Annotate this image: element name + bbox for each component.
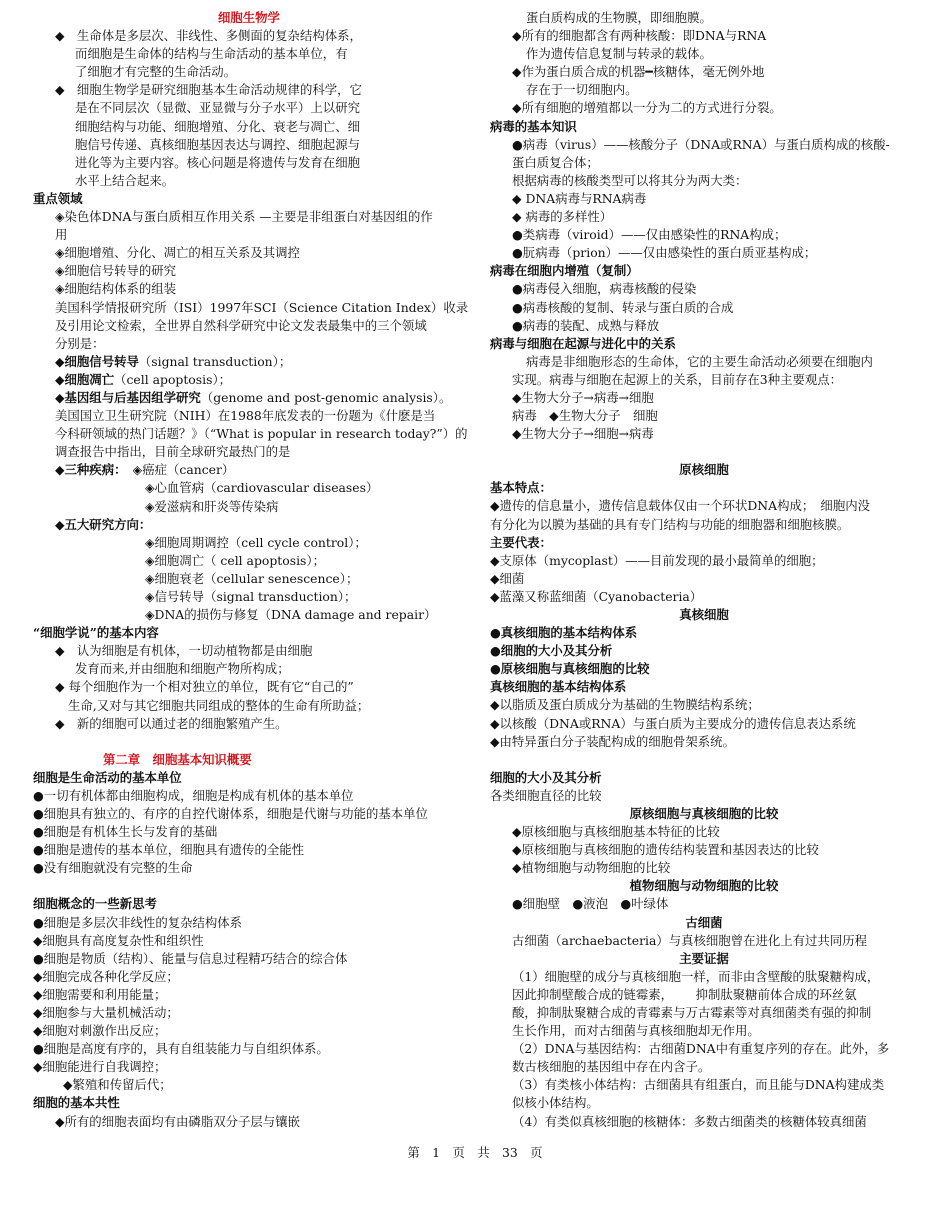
text-line: ●病毒（virus）——核酸分子（DNA或RNA）与蛋白质构成的核酸- — [512, 136, 890, 152]
text-line: 有分化为以膜为基础的具有专门结构与功能的细胞器和细胞核膜。 — [490, 516, 850, 532]
text-line — [33, 461, 478, 479]
blank-line — [490, 751, 918, 769]
left-column — [33, 9, 478, 1131]
text-line: ●细胞是有机体生长与发育的基础 — [33, 824, 218, 840]
text-line: 调查报告中指出，目前全球研究最热门的是 — [55, 444, 291, 460]
text-line: ●细胞壁 ●液泡 ●叶绿体 — [512, 896, 669, 912]
text-line: ◆蓝藻又称蓝细菌（Cyanobacteria） — [490, 588, 703, 604]
bold-label: ◆细胞凋亡 — [55, 371, 115, 387]
text-line: 而细胞是生命体的结构与生命活动的基本单位，有 — [75, 46, 348, 62]
text-line: ◆ DNA病毒与RNA病毒 — [512, 190, 647, 206]
line-text: （cell apoptosis）； — [114, 371, 232, 387]
section-heading: ●真核细胞的基本结构体系 — [490, 625, 638, 641]
text-line: 进化等为主要内容。核心问题是将遗传与发育在细胞 — [75, 154, 360, 170]
text-line: 用 — [55, 227, 68, 243]
text-line: 古细菌（archaebacteria）与真核细胞曾在进化上有过共同历程 — [512, 932, 867, 948]
text-line: 生长作用，而对古细菌与真核细胞却无作用。 — [512, 1023, 760, 1039]
text-line: ●病毒的装配、成熟与释放 — [512, 317, 660, 333]
section-heading: 病毒的基本知识 — [490, 118, 577, 134]
text-line — [33, 516, 478, 534]
text-line: ◆细胞对刺激作出反应； — [33, 1023, 167, 1039]
text-line: ◆细菌 — [490, 570, 525, 586]
text-line: ●细胞是遗传的基本单位，细胞具有遗传的全能性 — [33, 842, 305, 858]
bold-label: ◆三种疾病： — [55, 462, 121, 478]
text-line: 是在不同层次（显微、亚显微与分子水平）上以研究 — [75, 100, 360, 116]
text-line: 美国国立卫生研究院（NIH）在1988年底发表的一份题为《什麽是当 — [55, 408, 436, 424]
section-heading: 细胞是生命活动的基本单位 — [33, 769, 182, 785]
text-line: ◆细胞参与大量机械活动； — [33, 1004, 179, 1020]
section-heading: 病毒在细胞内增殖（复制） — [490, 263, 639, 279]
text-line: ◈爱滋病和肝炎等传染病 — [145, 498, 279, 514]
text-line: ◆原核细胞与真核细胞基本特征的比较 — [512, 824, 720, 840]
text-line: ◆细胞能进行自我调控； — [33, 1059, 167, 1075]
text-line: ◈细胞增殖、分化、凋亡的相互关系及其调控 — [55, 245, 300, 261]
text-line: ◆ 认为细胞是有机体，一切动植物都是由细胞 — [55, 643, 313, 659]
text-line: ◆所有的细胞都含有两种核酸：即DNA与RNA — [512, 28, 767, 44]
text-line: 第二章 细胞基本知识概要 — [103, 751, 252, 767]
text-line: ●病毒侵入细胞，病毒核酸的侵染 — [512, 281, 697, 297]
text-line: 了细胞才有完整的生命活动。 — [75, 64, 237, 80]
text-line: ◈细胞信号转导的研究 — [55, 263, 177, 279]
text-line: 蛋白质复合体； — [512, 154, 599, 170]
text-line: ●类病毒（viroid）——仅由感染性的RNA构成； — [512, 227, 787, 243]
text-line: 细胞生物学 — [218, 10, 280, 25]
text-line: 根据病毒的核酸类型可以将其分为两大类： — [512, 172, 748, 188]
text-line: ◆生物大分子→细胞→病毒 — [512, 426, 654, 442]
section-heading: 细胞概念的一些新思考 — [33, 896, 157, 912]
blank-line — [33, 733, 478, 751]
section-heading: 病毒与细胞在起源与进化中的关系 — [490, 335, 676, 351]
text-line: 今科研领域的热门话题？》（“What is popular in research today?”）的 — [55, 426, 468, 442]
text-line: ◆植物细胞与动物细胞的比较 — [512, 860, 671, 876]
text-line: 存在于一切细胞内。 — [526, 82, 638, 98]
text-line: ◆由特异蛋白分子装配构成的细胞骨架系统。 — [490, 733, 735, 749]
text-line: ◆细胞完成各种化学反应； — [33, 968, 179, 984]
section-heading: 真核细胞 — [679, 607, 729, 622]
text-line: 因此抑制壁酸合成的链霉素， 抑制肽聚糖前体合成的环丝氨 — [512, 986, 857, 1002]
section-heading: ●细胞的大小及其分析 — [490, 643, 613, 659]
text-line: 数古核细胞的基因组中存在内含子。 — [512, 1059, 711, 1075]
text-line: ◈细胞周期调控（cell cycle control）； — [145, 534, 367, 550]
text-line: ●细胞是物质（结构）、能量与信息过程精巧结合的综合体 — [33, 950, 348, 966]
section-heading: 古细菌 — [685, 914, 723, 930]
text-line: ◆支原体（mycoplast）——目前发现的最小最简单的细胞； — [490, 552, 824, 568]
section-heading: “细胞学说”的基本内容 — [33, 625, 159, 641]
text-line: ◈细胞衰老（cellular senescence）； — [145, 570, 359, 586]
section-heading: 细胞的大小及其分析 — [490, 769, 602, 785]
text-line: ◆以核酸（DNA或RNA）与蛋白质为主要成分的遗传信息表达系统 — [490, 715, 856, 731]
text-line: ◆ 病毒的多样性） — [512, 209, 613, 225]
text-line: 各类细胞直径的比较 — [490, 787, 602, 803]
text-line: 作为遗传信息复制与转录的载体。 — [526, 46, 712, 62]
right-column — [490, 9, 918, 1131]
text-line: （1）细胞壁的成分与真核细胞一样，而非由含壁酸的肽聚糖构成， — [512, 968, 880, 984]
text-line: ◆遗传的信息量小，遗传信息载体仅由一个环状DNA构成； 细胞内没 — [490, 498, 870, 514]
text-line: ◆ 新的细胞可以通过老的细胞繁殖产生。 — [55, 715, 288, 731]
text-line: 似核小体结构。 — [512, 1095, 599, 1111]
text-line — [33, 389, 478, 407]
section-heading: 原核细胞与真核细胞的比较 — [629, 805, 779, 821]
text-line: 蛋白质构成的生物膜，即细胞膜。 — [526, 10, 712, 25]
text-line: ◈心血管病（cardiovascular diseases） — [145, 480, 379, 496]
text-line: ◆细胞具有高度复杂性和组织性 — [33, 932, 204, 948]
section-heading: ●原核细胞与真核细胞的比较 — [490, 661, 650, 677]
text-line: 及引用论文检索，全世界自然科学研究中论文发表最集中的三个领域 — [55, 317, 427, 333]
text-line: ◆细胞需要和利用能量； — [33, 986, 167, 1002]
text-line: ●细胞是多层次非线性的复杂结构体系 — [33, 914, 243, 930]
text-line: ◆生物大分子→病毒→细胞 — [512, 389, 654, 405]
text-line — [33, 371, 478, 389]
text-line: ◆原核细胞与真核细胞的遗传结构装置和基因表达的比较 — [512, 842, 819, 858]
text-line: ●病毒核酸的复制、转录与蛋白质的合成 — [512, 299, 734, 315]
text-line: ●细胞具有独立的、有序的自控代谢体系，细胞是代谢与功能的基本单位 — [33, 806, 428, 822]
text-line: ◆ 细胞生物学是研究细胞基本生命活动规律的科学，它 — [55, 82, 362, 98]
section-heading: 细胞的基本共性 — [33, 1095, 120, 1111]
text-line: ◈DNA的损伤与修复（DNA damage and repair） — [145, 607, 437, 623]
text-line: （3）有类核小体结构：古细菌具有组蛋白，而且能与DNA构建成类 — [512, 1077, 885, 1093]
section-heading: 原核细胞 — [679, 462, 729, 478]
text-line: ◈细胞结构体系的组装 — [55, 281, 177, 297]
line-text: ◈癌症（cancer） — [120, 462, 235, 478]
section-heading: 主要证据 — [679, 950, 729, 966]
bold-label: ◆基因组与后基因组学研究 — [55, 389, 201, 405]
text-line: ◈染色体DNA与蛋白质相互作用关系 —主要是非组蛋白对基因组的作 — [55, 209, 433, 225]
section-heading: 植物细胞与动物细胞的比较 — [629, 878, 779, 894]
text-line: ◆作为蛋白质合成的机器━核糖体，毫无例外地 — [512, 64, 765, 80]
line-text: （signal transduction）； — [138, 353, 292, 369]
text-line: 病毒是非细胞形态的生命体，它的主要生命活动必须要在细胞内 — [526, 353, 873, 369]
text-line: 发育而来,并由细胞和细胞产物所构成； — [75, 661, 290, 677]
text-line: 美国科学情报研究所（ISI）1997年SCI（Science Citation Index）收录 — [55, 299, 469, 315]
text-line: 水平上结合起来。 — [75, 172, 175, 188]
bold-label: ◆五大研究方向： — [55, 516, 152, 532]
text-line: ●朊病毒（prion）——仅由感染性的蛋白质亚基构成； — [512, 245, 817, 261]
text-line: （2）DNA与基因结构：古细菌DNA中有重复序列的存在。此外，多 — [512, 1041, 890, 1057]
text-line: ◆所有的细胞表面均有由磷脂双分子层与镶嵌 — [55, 1113, 300, 1129]
text-line: 实现。病毒与细胞在起源上的关系，目前存在3种主要观点： — [512, 371, 843, 387]
section-heading: 重点领域 — [33, 190, 83, 206]
text-line: ●细胞是高度有序的，具有自组装能力与自组织体系。 — [33, 1041, 329, 1057]
text-line: 胞信号传递、真核细胞基因表达与调控、细胞起源与 — [75, 136, 360, 152]
text-line: 分别是： — [55, 335, 105, 351]
bold-label: ◆细胞信号转导 — [55, 353, 139, 369]
text-line: ◆所有细胞的增殖都以一分为二的方式进行分裂。 — [512, 100, 782, 116]
section-heading: 主要代表： — [490, 534, 552, 550]
text-line — [33, 353, 478, 371]
text-line: ●一切有机体都由细胞构成，细胞是构成有机体的基本单位 — [33, 787, 354, 803]
line-text: （genome and post-genomic analysis）。 — [200, 389, 452, 405]
text-line: 细胞结构与功能、细胞增殖、分化、衰老与凋亡、细 — [75, 118, 360, 134]
blank-line — [33, 877, 478, 895]
text-line: ◆ 每个细胞作为一个相对独立的单位，既有它“自己的” — [55, 679, 354, 695]
text-line: 病毒 ◆生物大分子 细胞 — [512, 408, 658, 424]
text-line: ◈细胞凋亡（ cell apoptosis）； — [145, 552, 325, 568]
page-footer: 第 1 页 共 33 页 — [407, 1145, 543, 1160]
text-line: ◆繁殖和传留后代； — [63, 1077, 172, 1093]
text-line: ●没有细胞就没有完整的生命 — [33, 860, 193, 876]
section-heading: 真核细胞的基本结构体系 — [490, 679, 627, 695]
text-line: ◆ 生命体是多层次、非线性、多侧面的复杂结构体系， — [55, 28, 362, 44]
text-line: 酸，抑制肽聚糖合成的青霉素与万古霉素等对真细菌类有强的抑制 — [512, 1004, 872, 1020]
text-line: 生命,又对与其它细胞共同组成的整体的生命有所助益； — [68, 697, 370, 713]
text-line: ◈信号转导（signal transduction）； — [145, 589, 357, 604]
text-line: （4）有类似真核细胞的核糖体：多数古细菌类的核糖体较真细菌 — [512, 1113, 867, 1129]
text-line: ◆以脂质及蛋白质成分为基础的生物膜结构系统； — [490, 697, 760, 713]
blank-line — [490, 443, 918, 461]
section-heading: 基本特点： — [490, 480, 552, 496]
